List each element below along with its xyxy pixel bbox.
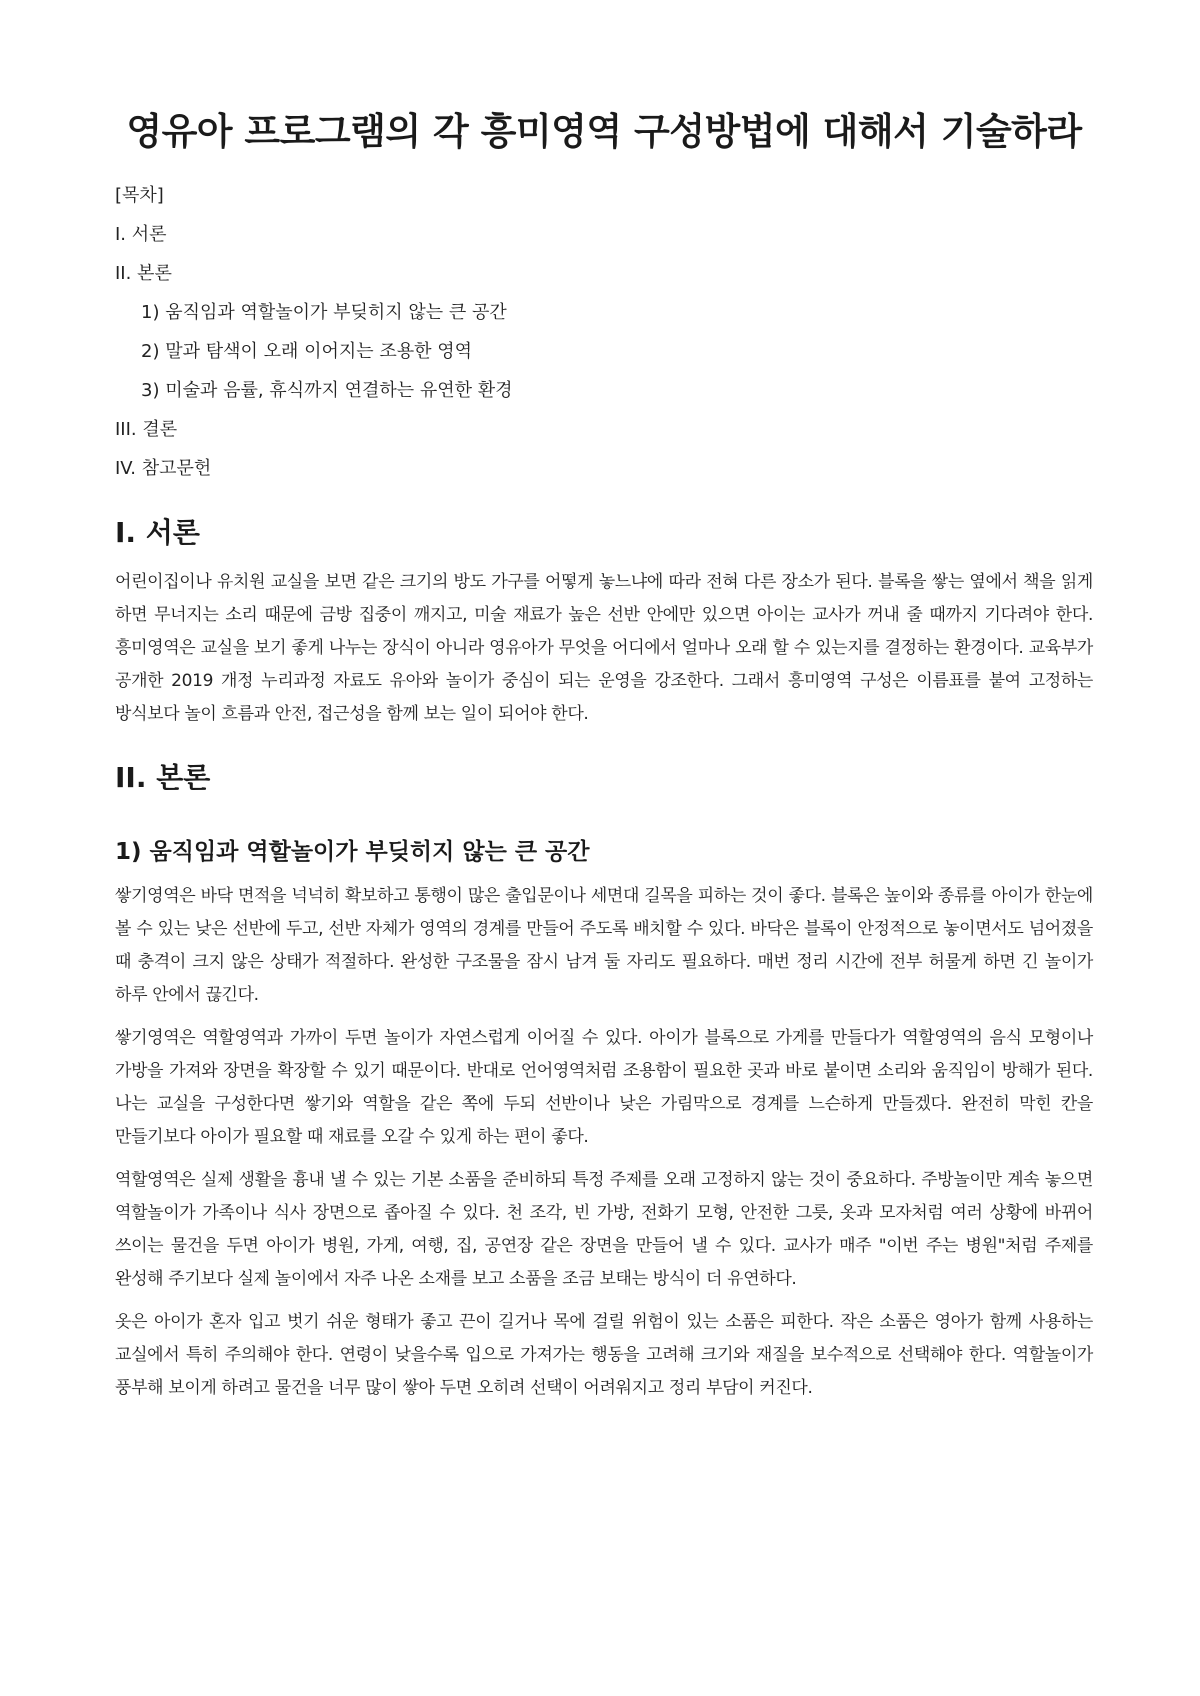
toc-subitem: 1) 움직임과 역할놀이가 부딪히지 않는 큰 공간 — [141, 302, 507, 324]
toc-heading: [목차] — [115, 185, 164, 207]
body-paragraph: 쌓기영역은 바닥 면적을 넉넉히 확보하고 통행이 많은 출입문이나 세면대 길목을 피하는 것이 좋다. 블록은 높이와 종류를 아이가 한눈에 볼 수 있는 낮은 선반에 두고, 선반 자체가 영역의 경계를 만들어 주도록 배치할 수 있다. 바닥은 블록이 안정적으로 놓이면서도 넘어졌을 때 충격이 크지 않은 상태가 적절하다. 완성한 구조물을 잠시 남겨 둘 자리도 필요하다. 매번 정리 시간에 전부 허물게 하면 긴 놀이가 하루 안에서 끊긴다. — [115, 886, 1093, 1006]
body-paragraph: 역할영역은 실제 생활을 흉내 낼 수 있는 기본 소품을 준비하되 특정 주제를 오래 고정하지 않는 것이 중요하다. 주방놀이만 계속 놓으면 역할놀이가 가족이나 식사 장면으로 좁아질 수 있다. 천 조각, 빈 가방, 전화기 모형, 안전한 그릇, 옷과 모자처럼 여러 상황에 바뀌어 쓰이는 물건을 두면 아이가 병원, 가게, 여행, 집, 공연장 같은 장면을 만들어 낼 수 있다. 교사가 매주 "이번 주는 병원"처럼 주제를 완성해 주기보다 실제 놀이에서 자주 나온 소재를 보고 소품을 조금 보태는 방식이 더 유연하다. — [115, 1170, 1093, 1290]
introduction-section — [115, 516, 1093, 731]
main-body-section — [115, 761, 1093, 1405]
body-paragraph: 어린이집이나 유치원 교실을 보면 같은 크기의 방도 가구를 어떻게 놓느냐에 따라 전혀 다른 장소가 된다. 블록을 쌓는 옆에서 책을 읽게 하면 무너지는 소리 때문에 금방 집중이 깨지고, 미술 재료가 높은 선반 안에만 있으면 아이는 교사가 꺼내 줄 때까지 기다려야 한다. 흥미영역은 교실을 보기 좋게 나누는 장식이 아니라 영유아가 무엇을 어디에서 얼마나 오래 할 수 있는지를 결정하는 환경이다. 교육부가 공개한 2019 개정 누리과정 자료도 유아와 놀이가 중심이 되는 운영을 강조한다. 그래서 흥미영역 구성은 이름표를 붙여 고정하는 방식보다 놀이 흐름과 안전, 접근성을 함께 보는 일이 되어야 한다. — [115, 571, 1093, 724]
body-paragraph: 옷은 아이가 혼자 입고 벗기 쉬운 형태가 좋고 끈이 길거나 목에 걸릴 위험이 있는 소품은 피한다. 작은 소품은 영아가 함께 사용하는 교실에서 특히 주의해야 한다. 연령이 낮을수록 입으로 가져가는 행동을 고려해 크기와 재질을 보수적으로 선택해야 한다. 역할놀이가 풍부해 보이게 하려고 물건을 너무 많이 쌓아 두면 오히려 선택이 어려워지고 정리 부담이 커진다. — [115, 1312, 1093, 1399]
toc-item: IV. 참고문헌 — [115, 458, 212, 480]
toc-item: II. 본론 — [115, 263, 172, 285]
toc-subitem: 3) 미술과 음률, 휴식까지 연결하는 유연한 환경 — [141, 380, 513, 402]
toc-item: I. 서론 — [115, 224, 167, 246]
body-paragraph: 쌓기영역은 역할영역과 가까이 두면 놀이가 자연스럽게 이어질 수 있다. 아이가 블록으로 가게를 만들다가 역할영역의 음식 모형이나 가방을 가져와 장면을 확장할 수 있기 때문이다. 반대로 언어영역처럼 조용함이 필요한 곳과 바로 붙이면 소리와 움직임이 방해가 된다. 나는 교실을 구성한다면 쌓기와 역할을 같은 쪽에 두되 선반이나 낮은 가림막으로 경계를 느슨하게 만들겠다. 완전히 막힌 칸을 만들기보다 아이가 필요할 때 재료를 오갈 수 있게 하는 편이 좋다. — [115, 1028, 1093, 1148]
toc-subitem: 2) 말과 탐색이 오래 이어지는 조용한 영역 — [141, 341, 473, 363]
section-heading: I. 서론 — [115, 516, 200, 550]
table-of-contents — [115, 176, 1093, 488]
subsection-heading: 1) 움직임과 역할놀이가 부딪히지 않는 큰 공간 — [115, 838, 590, 865]
section-heading: II. 본론 — [115, 760, 211, 794]
toc-item: III. 결론 — [115, 419, 178, 441]
document-title: 영유아 프로그램의 각 흥미영역 구성방법에 대해서 기술하라 — [126, 110, 1082, 153]
